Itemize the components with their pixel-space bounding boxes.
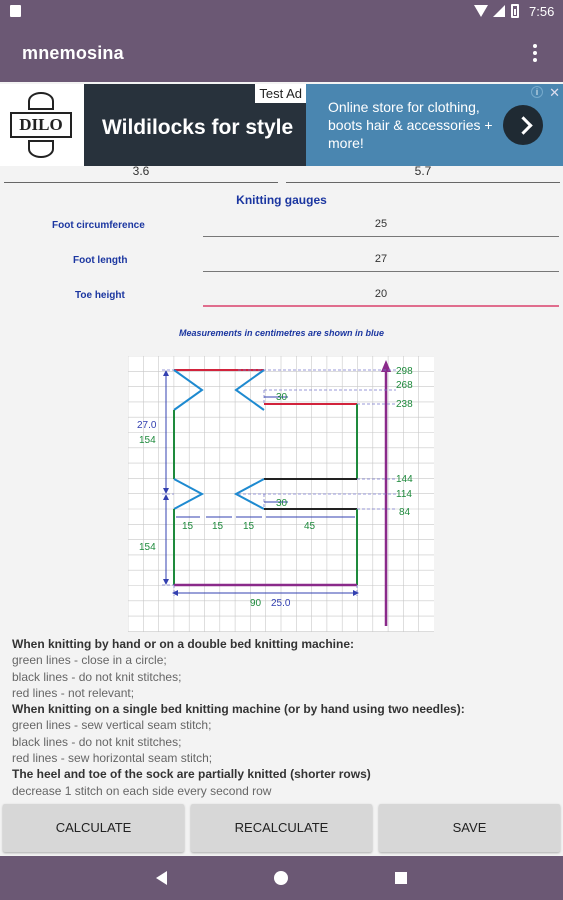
left-length-blue: 27.0 bbox=[137, 420, 157, 431]
content-area bbox=[0, 166, 563, 802]
instruction-line: decrease 1 stitch on each side every second row bbox=[12, 783, 272, 798]
instruction-line: green lines - sew vertical seam stitch; bbox=[12, 718, 212, 733]
adchoices-icon[interactable]: i bbox=[531, 86, 543, 98]
left-rows-top: 154 bbox=[139, 435, 156, 446]
instruction-line: red lines - not relevant; bbox=[12, 685, 135, 700]
instruction-line: The heel and toe of the sock are partially knitted (shorter rows) bbox=[12, 767, 371, 782]
status-time: 7:56 bbox=[529, 4, 555, 19]
bottom-seg-1: 15 bbox=[182, 521, 194, 532]
bottom-seg-3: 15 bbox=[243, 521, 255, 532]
bottom-seg-2: 15 bbox=[212, 521, 224, 532]
instruction-line: When knitting by hand or on a double bed knitting machine: bbox=[12, 637, 354, 651]
battery-icon bbox=[511, 4, 519, 18]
instructions-text bbox=[12, 636, 557, 799]
instruction-line: When knitting on a single bed knitting machine (or by hand using two needles): bbox=[12, 702, 465, 717]
inner-stitches-top: 30 bbox=[276, 392, 288, 403]
back-icon[interactable] bbox=[156, 871, 167, 885]
input-foot-circumference[interactable]: 25 bbox=[203, 217, 559, 237]
partial-field-right[interactable]: 5.7 bbox=[286, 166, 560, 183]
ad-close-icon[interactable]: ✕ bbox=[549, 85, 560, 100]
recent-apps-icon[interactable] bbox=[395, 872, 407, 884]
row-label-298: 298 bbox=[396, 366, 413, 377]
left-rows-bottom: 154 bbox=[139, 542, 156, 553]
ad-logo-text: DILO bbox=[10, 112, 72, 138]
sock-pattern-diagram bbox=[128, 356, 434, 632]
ad-body-panel bbox=[306, 84, 563, 166]
row-label-268: 268 bbox=[396, 380, 413, 391]
signal-icon bbox=[493, 5, 505, 17]
label-foot-circumference: Foot circumference bbox=[52, 220, 145, 231]
instruction-line: black lines - do not knit stitches; bbox=[12, 734, 182, 749]
calculate-button[interactable]: CALCULATE bbox=[3, 804, 184, 852]
input-toe-height[interactable]: 20 bbox=[203, 287, 559, 307]
inner-stitches-bottom: 30 bbox=[276, 498, 288, 509]
button-bar bbox=[0, 802, 563, 856]
ad-headline: Wildilocks for style bbox=[102, 116, 294, 139]
logo-ornament-icon bbox=[28, 140, 54, 158]
diagram-note: Measurements in centimetres are shown in blue bbox=[178, 328, 385, 338]
instruction-line: green lines - close in a circle; bbox=[12, 653, 167, 668]
wifi-icon bbox=[474, 5, 488, 17]
ad-logo bbox=[0, 84, 84, 166]
navigation-bar bbox=[0, 856, 563, 900]
row-label-114: 114 bbox=[396, 489, 412, 500]
overflow-menu-icon[interactable] bbox=[526, 44, 544, 64]
ad-banner[interactable] bbox=[0, 84, 563, 166]
test-ad-label: Test Ad bbox=[255, 84, 306, 103]
row-label-144: 144 bbox=[396, 474, 413, 485]
bottom-total-stitches: 90 bbox=[250, 598, 262, 609]
bottom-total-cm: 25.0 bbox=[271, 598, 291, 609]
row-label-238: 238 bbox=[396, 399, 413, 410]
app-title: mnemosina bbox=[22, 43, 124, 63]
input-foot-length[interactable]: 27 bbox=[203, 252, 559, 272]
instruction-line: red lines - sew horizontal seam stitch; bbox=[12, 751, 213, 766]
home-icon[interactable] bbox=[274, 871, 288, 885]
save-button[interactable]: SAVE bbox=[379, 804, 560, 852]
partial-field-left[interactable]: 3.6 bbox=[4, 166, 278, 183]
ad-open-button[interactable] bbox=[503, 105, 543, 145]
ad-headline-panel bbox=[84, 84, 306, 166]
section-title-gauges: Knitting gauges bbox=[236, 193, 327, 207]
bottom-seg-4: 45 bbox=[304, 521, 316, 532]
app-bar bbox=[0, 24, 563, 82]
row-label-84: 84 bbox=[399, 507, 411, 518]
logo-ornament-icon bbox=[28, 92, 54, 110]
label-toe-height: Toe height bbox=[75, 290, 125, 301]
notification-icon bbox=[10, 5, 21, 17]
label-foot-length: Foot length bbox=[73, 255, 128, 266]
recalculate-button[interactable]: RECALCULATE bbox=[191, 804, 372, 852]
ad-body: Online store for clothing, boots hair & accessories + more! bbox=[328, 99, 493, 151]
instruction-line: black lines - do not knit stitches; bbox=[12, 669, 182, 684]
status-bar bbox=[0, 0, 563, 24]
